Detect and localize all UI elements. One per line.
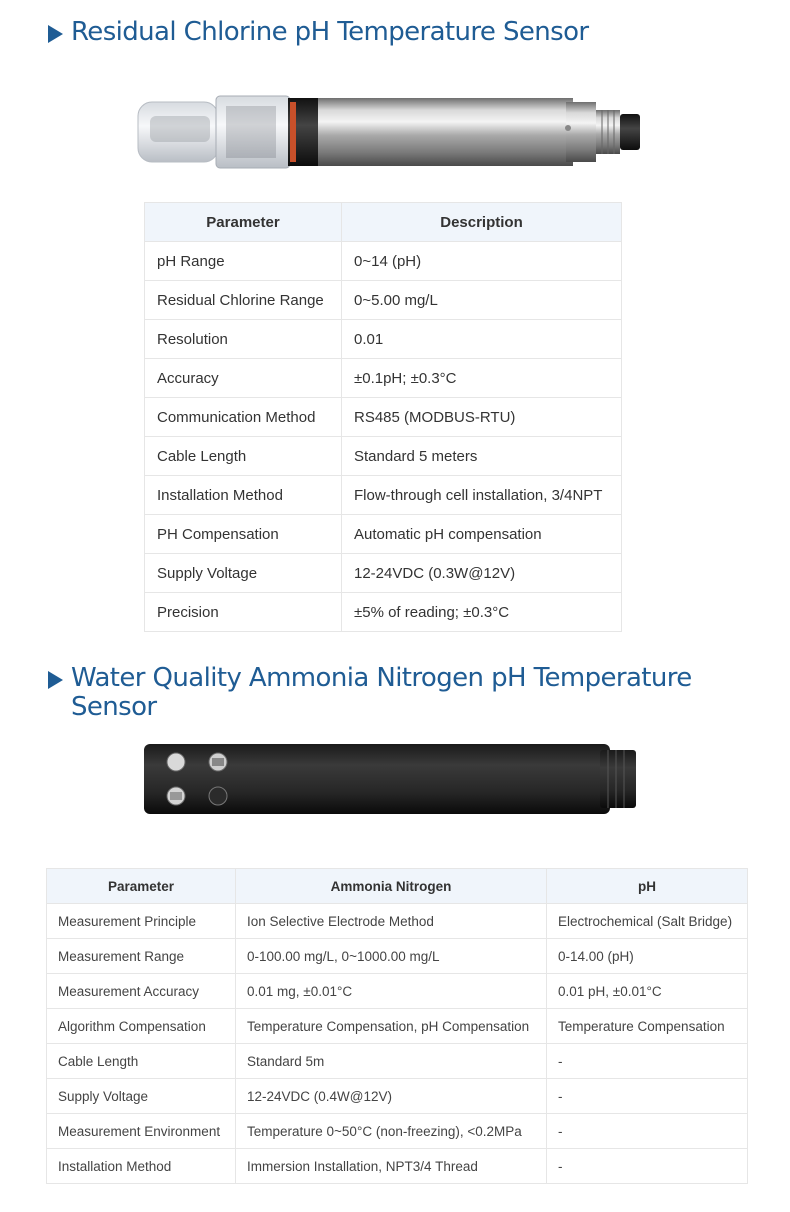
table-row bbox=[47, 1009, 748, 1044]
table-row bbox=[145, 476, 622, 515]
value-cell: ±5% of reading; ±0.3°C bbox=[342, 593, 622, 632]
ammonia-cell: Temperature 0~50°C (non-freezing), <0.2MPa bbox=[236, 1114, 547, 1149]
value-cell: Flow-through cell installation, 3/4NPT bbox=[342, 476, 622, 515]
ph-cell: Electrochemical (Salt Bridge) bbox=[547, 904, 748, 939]
table-row bbox=[47, 939, 748, 974]
column-header: Description bbox=[342, 203, 622, 242]
residual-chlorine-sensor-image bbox=[130, 92, 645, 172]
value-cell: Automatic pH compensation bbox=[342, 515, 622, 554]
ph-cell: - bbox=[547, 1079, 748, 1114]
value-cell: 12-24VDC (0.3W@12V) bbox=[342, 554, 622, 593]
table-row bbox=[145, 593, 622, 632]
param-cell: Installation Method bbox=[145, 476, 342, 515]
ammonia-nitrogen-spec-table bbox=[46, 868, 748, 1184]
ammonia-cell: Ion Selective Electrode Method bbox=[236, 904, 547, 939]
value-cell: 0~14 (pH) bbox=[342, 242, 622, 281]
param-cell: Residual Chlorine Range bbox=[145, 281, 342, 320]
table-row bbox=[47, 974, 748, 1009]
residual-chlorine-spec-table bbox=[144, 202, 622, 632]
param-cell: PH Compensation bbox=[145, 515, 342, 554]
table-row bbox=[145, 437, 622, 476]
column-header: Parameter bbox=[47, 869, 236, 904]
ammonia-cell: 12-24VDC (0.4W@12V) bbox=[236, 1079, 547, 1114]
param-cell: Installation Method bbox=[47, 1149, 236, 1184]
param-cell: Precision bbox=[145, 593, 342, 632]
section-heading-residual-chlorine bbox=[48, 18, 588, 47]
table-row bbox=[145, 359, 622, 398]
table-header-row bbox=[145, 203, 622, 242]
ammonia-cell: Temperature Compensation, pH Compensation bbox=[236, 1009, 547, 1044]
param-cell: Supply Voltage bbox=[47, 1079, 236, 1114]
ph-cell: - bbox=[547, 1114, 748, 1149]
table-row bbox=[145, 398, 622, 437]
value-cell: Standard 5 meters bbox=[342, 437, 622, 476]
param-cell: Measurement Accuracy bbox=[47, 974, 236, 1009]
param-cell: Supply Voltage bbox=[145, 554, 342, 593]
ammonia-cell: 0-100.00 mg/L, 0~1000.00 mg/L bbox=[236, 939, 547, 974]
param-cell: Measurement Range bbox=[47, 939, 236, 974]
param-cell: Cable Length bbox=[145, 437, 342, 476]
ph-cell: Temperature Compensation bbox=[547, 1009, 748, 1044]
ammonia-cell: Immersion Installation, NPT3/4 Thread bbox=[236, 1149, 547, 1184]
ph-cell: 0-14.00 (pH) bbox=[547, 939, 748, 974]
section-title: Water Quality Ammonia Nitrogen pH Temperature Sensor bbox=[71, 663, 692, 722]
table-row bbox=[47, 1114, 748, 1149]
table-header-row bbox=[47, 869, 748, 904]
section-title: Residual Chlorine pH Temperature Sensor bbox=[71, 17, 589, 47]
column-header: pH bbox=[547, 869, 748, 904]
ph-cell: - bbox=[547, 1044, 748, 1079]
ammonia-cell: Standard 5m bbox=[236, 1044, 547, 1079]
value-cell: ±0.1pH; ±0.3°C bbox=[342, 359, 622, 398]
section-heading-ammonia-nitrogen bbox=[48, 664, 768, 722]
param-cell: Measurement Environment bbox=[47, 1114, 236, 1149]
triangle-bullet-icon bbox=[48, 671, 63, 689]
param-cell: Measurement Principle bbox=[47, 904, 236, 939]
ammonia-nitrogen-sensor-image bbox=[140, 740, 640, 818]
table-row bbox=[145, 320, 622, 359]
table-row bbox=[47, 1044, 748, 1079]
param-cell: pH Range bbox=[145, 242, 342, 281]
value-cell: 0~5.00 mg/L bbox=[342, 281, 622, 320]
column-header: Parameter bbox=[145, 203, 342, 242]
value-cell: RS485 (MODBUS-RTU) bbox=[342, 398, 622, 437]
table-row bbox=[47, 1079, 748, 1114]
table-row bbox=[145, 554, 622, 593]
table-row bbox=[47, 1149, 748, 1184]
param-cell: Cable Length bbox=[47, 1044, 236, 1079]
ph-cell: 0.01 pH, ±0.01°C bbox=[547, 974, 748, 1009]
table-row bbox=[145, 242, 622, 281]
param-cell: Algorithm Compensation bbox=[47, 1009, 236, 1044]
param-cell: Communication Method bbox=[145, 398, 342, 437]
column-header: Ammonia Nitrogen bbox=[236, 869, 547, 904]
table-row bbox=[47, 904, 748, 939]
ammonia-cell: 0.01 mg, ±0.01°C bbox=[236, 974, 547, 1009]
param-cell: Resolution bbox=[145, 320, 342, 359]
table-row bbox=[145, 281, 622, 320]
table-row bbox=[145, 515, 622, 554]
param-cell: Accuracy bbox=[145, 359, 342, 398]
triangle-bullet-icon bbox=[48, 25, 63, 43]
value-cell: 0.01 bbox=[342, 320, 622, 359]
ph-cell: - bbox=[547, 1149, 748, 1184]
